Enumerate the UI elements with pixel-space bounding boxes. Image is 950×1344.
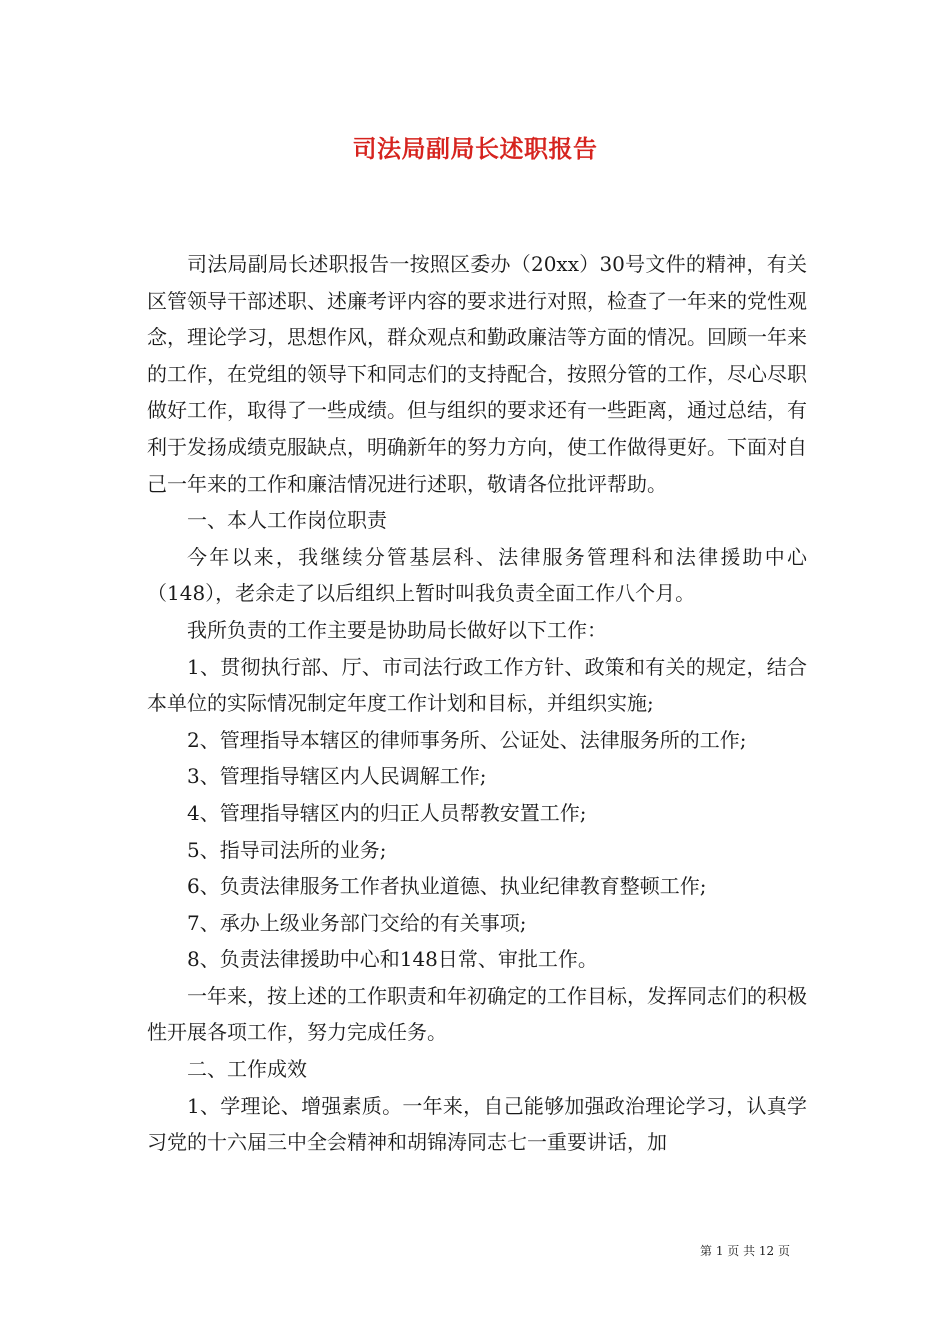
paragraph-results-1: 1、学理论、增强素质。一年来，自己能够加强政治理论学习，认真学习党的十六届三中全会精神和胡锦涛同志七一重要讲话，加 <box>147 1093 807 1155</box>
section-heading-results: 二、工作成效 <box>187 1057 307 1082</box>
paragraph-duties-intro: 今年以来，我继续分管基层科、法律服务管理科和法律援助中心（148），老余走了以后组织上暂时叫我负责全面工作八个月。 <box>147 544 807 606</box>
document-title: 司法局副局长述职报告 <box>352 134 598 163</box>
list-item-duty-6: 6、负责法律服务工作者执业道德、执业纪律教育整顿工作; <box>187 874 707 899</box>
paragraph-intro: 司法局副局长述职报告一按照区委办（20xx）30号文件的精神，有关区管领导干部述职、述廉考评内容的要求进行对照，检查了一年来的党性观念，理论学习，思想作风，群众观点和勤政廉洁等方面的情况。回顾一年来的工作，在党组的领导下和同志们的支持配合，按照分管的工作，尽心尽职做好工作，取得了一些成绩。但与组织的要求还有一些距离，通过总结，有利于发扬成绩克服缺点，明确新年的努力方向，使工作做得更好。下面对自己一年来的工作和廉洁情况进行述职，敬请各位批评帮助。 <box>147 252 807 496</box>
list-item-duty-8: 8、负责法律援助中心和148日常、审批工作。 <box>187 947 598 972</box>
page-number: 第 1 页 共 12 页 <box>700 1244 790 1258</box>
list-item-duty-3: 3、管理指导辖区内人民调解工作; <box>187 764 487 789</box>
paragraph-duties-summary: 一年来，按上述的工作职责和年初确定的工作目标，发挥同志们的积极性开展各项工作，努力完成任务。 <box>147 983 807 1045</box>
document-body <box>147 246 807 1161</box>
list-item-duty-7: 7、承办上级业务部门交给的有关事项; <box>187 910 527 935</box>
list-item-duty-4: 4、管理指导辖区内的归正人员帮教安置工作; <box>187 800 587 825</box>
list-item-duty-2: 2、管理指导本辖区的律师事务所、公证处、法律服务所的工作; <box>187 727 747 752</box>
list-item-duty-1: 1、贯彻执行部、厅、市司法行政工作方针、政策和有关的规定，结合本单位的实际情况制定年度工作计划和目标，并组织实施; <box>147 654 807 716</box>
list-item-duty-5: 5、指导司法所的业务; <box>187 837 387 862</box>
paragraph-duties-lead: 我所负责的工作主要是协助局长做好以下工作： <box>187 617 607 642</box>
section-heading-duties: 一、本人工作岗位职责 <box>187 508 387 533</box>
